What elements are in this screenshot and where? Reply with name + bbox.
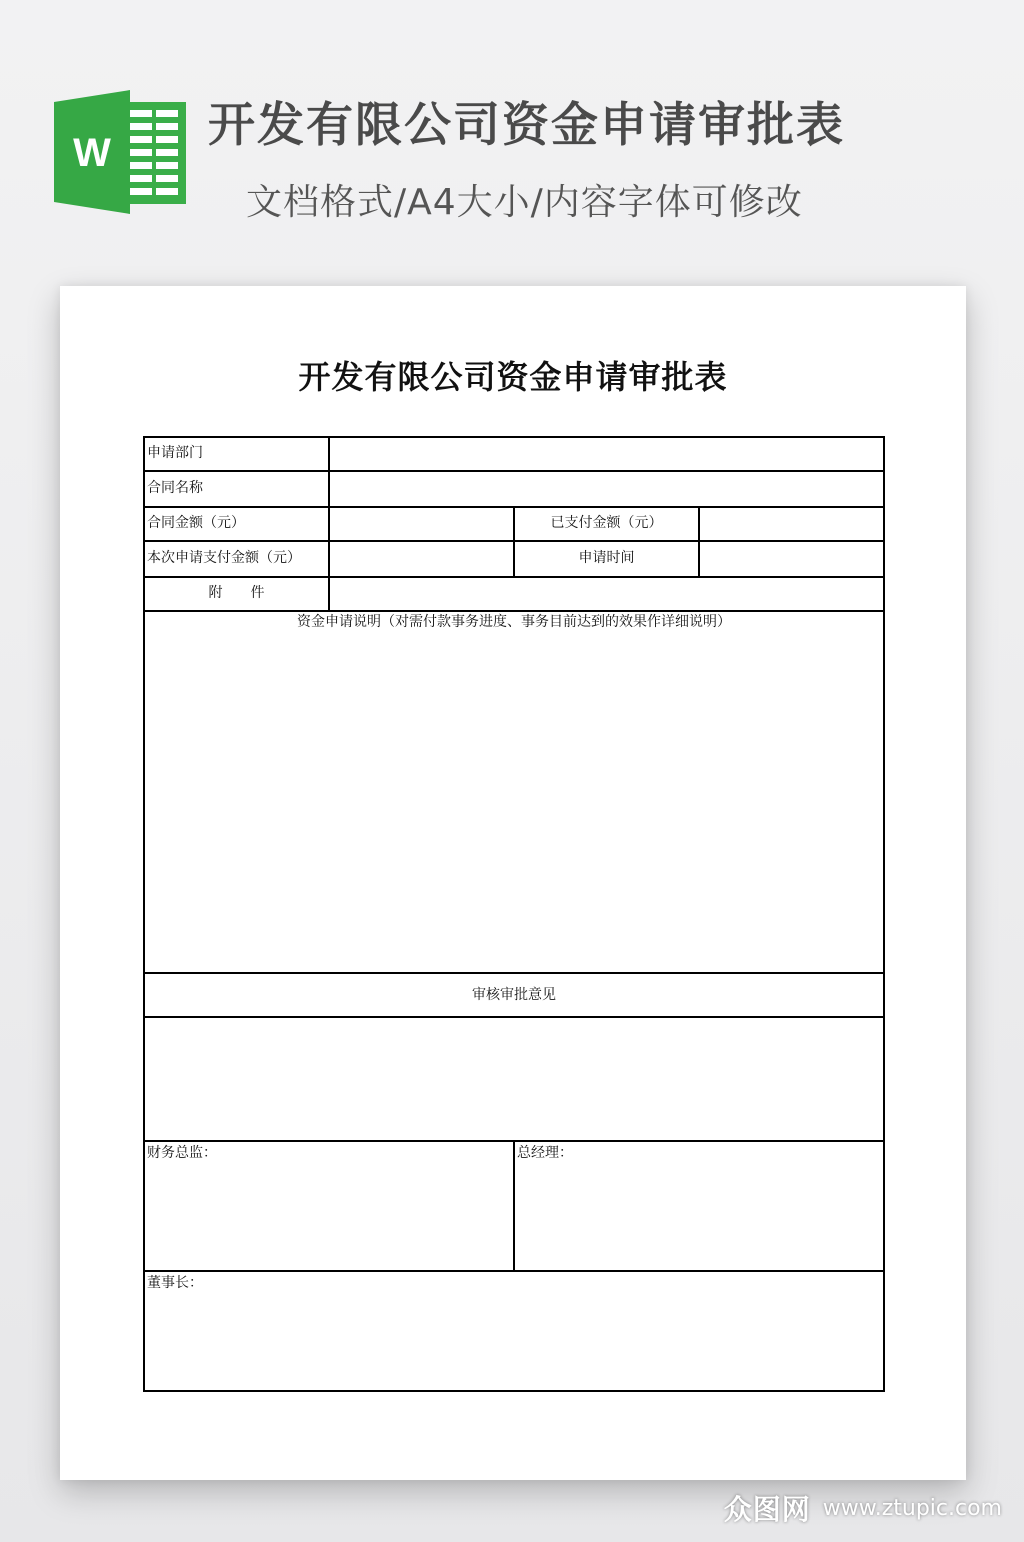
approval-form-table	[143, 436, 885, 1392]
document-title: 开发有限公司资金申请审批表	[298, 358, 728, 396]
current-payment-label: 本次申请支付金额（元）	[147, 550, 301, 566]
table-line	[328, 506, 330, 542]
department-label: 申请部门	[147, 445, 203, 461]
page-subtitle: 文档格式/A4大小/内容字体可修改	[246, 182, 803, 223]
contract-amount-label: 合同金额（元）	[147, 515, 245, 531]
chairman-label: 董事长：	[147, 1275, 203, 1291]
word-document-icon	[54, 90, 186, 214]
document-sheet	[60, 286, 966, 1480]
attachment-label: 附 件	[208, 585, 265, 601]
table-line	[143, 1390, 885, 1392]
table-line	[143, 436, 885, 438]
general-manager-label: 总经理：	[517, 1145, 573, 1161]
table-line	[143, 470, 885, 472]
watermark-brand: 众图网	[723, 1493, 811, 1526]
application-time-label: 申请时间	[578, 550, 635, 566]
table-line	[143, 1016, 885, 1018]
finance-director-label: 财务总监：	[147, 1145, 217, 1161]
table-line	[328, 540, 330, 612]
table-line	[143, 972, 885, 974]
table-line	[143, 436, 145, 1392]
logo-letter: W	[73, 131, 111, 175]
table-line	[143, 610, 885, 612]
fund-description-label: 资金申请说明（对需付款事务进度、事务目前达到的效果作详细说明）	[297, 614, 731, 630]
contract-name-label: 合同名称	[147, 480, 203, 496]
watermark-url: www.ztupic.com	[822, 1495, 1002, 1521]
table-line	[513, 1140, 515, 1272]
table-line	[328, 436, 330, 508]
review-opinion-label: 审核审批意见	[472, 987, 556, 1003]
paid-amount-label: 已支付金额（元）	[550, 515, 663, 531]
table-line	[883, 436, 885, 1392]
watermark	[724, 1488, 1002, 1528]
page-title: 开发有限公司资金申请审批表	[208, 98, 845, 153]
table-line	[698, 506, 700, 578]
